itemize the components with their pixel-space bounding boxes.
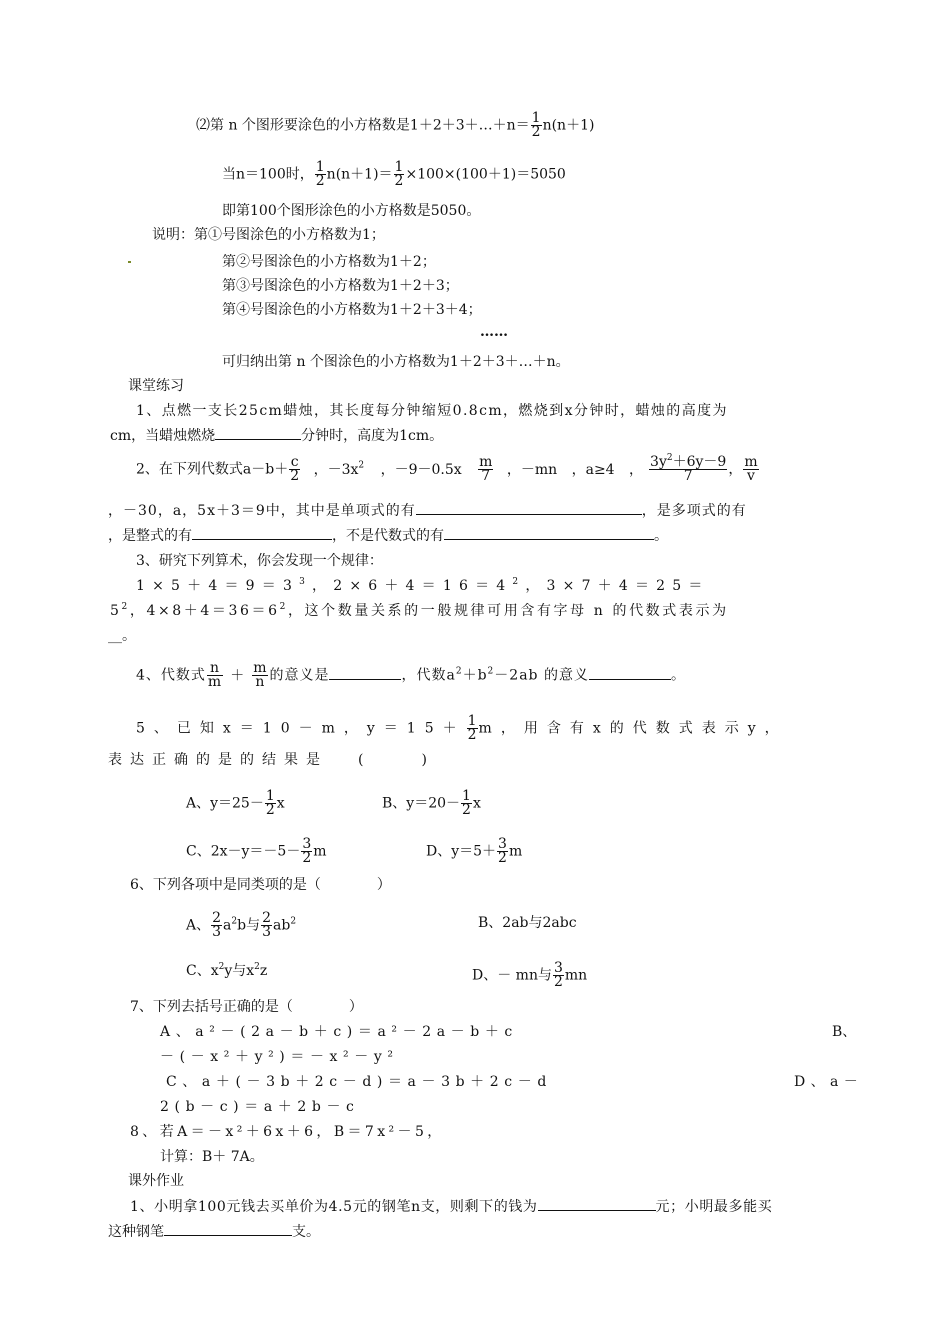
question-6: 6、下列各项中是同类项的是（ ） [130,877,391,893]
note-label: 说明：第①号图涂色的小方格数为1； [152,227,385,243]
note-item: 第③号图涂色的小方格数为1＋2＋3； [222,278,459,294]
question-4: 4、代数式 $\frac{n}{m}$ ＋ $\frac{m}{n}$ 的意义是 ，代数$a^2+b^2-2ab$ 的意义 。 [136,660,686,690]
question-1-line-2: cm，当蜡烛燃烧 分钟时，高度为1cm。 [110,428,444,444]
question-8-line-2: 计算：B＋ 7A。 [160,1149,264,1165]
answer-blank[interactable] [416,514,642,515]
answer-blank[interactable] [444,539,654,540]
answer-blank[interactable] [538,1210,656,1211]
question-3-line-3: $5^2$，$4\times 8+4=36=6^2$，这个数量关系的一般规律可用含有字母 n 的代数式表示为 [110,602,729,619]
question-8-line-1: 8、若A＝－x²＋6x＋6，B＝7x²－5， [130,1124,445,1140]
solution-line-1: ⑵第 n 个图形要涂色的小方格数是1＋2＋3＋…＋n＝ $\frac{1}{2}$ n(n＋1) [196,110,595,140]
option-5D[interactable]: D、y＝5＋ $\frac{3}{2}$ m [426,836,523,866]
option-6B[interactable]: B、2ab与2abc [478,915,577,931]
answer-blank[interactable] [215,439,301,440]
question-3-line-4: __。 [108,628,136,644]
question-2-line-3: ，是整式的有 ，不是代数式的有 。 [108,528,668,544]
option-7D-label[interactable]: D、a－ [794,1074,864,1090]
option-6A[interactable]: A、 $\frac{2}{3}$ $a^2b$与 $\frac{2}{3}$ $ab^2$ [186,910,297,940]
speck-mark [128,261,131,263]
answer-blank[interactable] [164,1235,292,1236]
question-3-line-1: 3、研究下列算术，你会发现一个规律： [136,553,383,569]
question-2-line-1: 2、在下列代数式a－b＋ $\frac{c}{2}$ ，$-3x^2$ ，－9－0.5x $\frac{m}{7}$ ，－mn ，a≥4 ， $\frac{3y^2+6y-9}{7}$ ， $\frac{m}{v}$ [136,453,758,484]
option-5B[interactable]: B、y＝20－ $\frac{1}{2}$ x [382,788,481,818]
question-5-line-1: 5、已知x＝10－m，y＝15＋ $\frac{1}{2}$ m，用含有x的代数式表示y， [136,713,788,743]
note-item: 第②号图涂色的小方格数为1＋2； [222,254,436,270]
answer-blank[interactable] [329,679,401,680]
question-7: 7、下列去括号正确的是（ ） [130,999,363,1015]
conclusion: 可归纳出第 n 个图涂色的小方格数为1＋2＋3＋…＋n。 [222,354,570,370]
option-6C[interactable]: C、$x^2y$与$x^2z$ [186,962,268,979]
homework-1-line-1: 1、小明拿100元钱去买单价为4.5元的钢笔n支，则剩下的钱为 元；小明最多能买 [130,1199,773,1215]
option-6D[interactable]: D、－ mn与 $\frac{3}{2}$ mn [472,960,588,990]
section-title-homework: 课外作业 [128,1173,184,1189]
fraction-half: $\frac{1}{2}$ [315,159,325,189]
option-7A[interactable]: A、a²－(2a－b＋c)＝a²－2a－b＋c [160,1024,518,1040]
answer-blank[interactable] [589,679,671,680]
question-3-line-2: $1\times 5+4=9=3^3$，$2\times 6+4=16=4^2$，3×7＋4＝25＝ [136,577,710,594]
option-7B[interactable]: －(－x²＋y²)＝－x²－y² [160,1049,399,1065]
ellipsis: …… [480,324,508,340]
solution-line-2: 当n＝100时， $\frac{1}{2}$ n(n＋1)＝ $\frac{1}{2}$ ×100×(100＋1)＝5050 [222,159,566,189]
option-7D[interactable]: 2(b－c)＝a＋2b－c [160,1099,360,1115]
option-5C[interactable]: C、2x－y＝－5－ $\frac{3}{2}$ m [186,836,327,866]
option-7C[interactable]: C、a＋(－3b＋2c－d)＝a－3b＋2c－d [166,1074,552,1090]
option-7B-label[interactable]: B、 [832,1024,857,1040]
homework-1-line-2: 这种钢笔 支。 [108,1224,320,1240]
fraction-half: $\frac{1}{2}$ [394,159,404,189]
answer-blank[interactable] [192,539,332,540]
section-title-classwork: 课堂练习 [128,378,184,394]
question-5-line-2: 表达正确的是的结果是 ( ) [108,752,431,768]
question-2-line-2: ，－30，a，5x＋3＝9中，其中是单项式的有 ，是多项式的有 [108,503,747,519]
question-1-line-1: 1、点燃一支长25cm蜡烛，其长度每分钟缩短0.8cm，燃烧到x分钟时，蜡烛的高度为 [136,403,728,419]
fraction-half: $\frac{1}{2}$ [531,110,541,140]
solution-line-3: 即第100个图形涂色的小方格数是5050。 [222,203,481,219]
option-5A[interactable]: A、y＝25－ $\frac{1}{2}$ x [186,788,285,818]
note-item: 第④号图涂色的小方格数为1＋2＋3＋4； [222,302,482,318]
